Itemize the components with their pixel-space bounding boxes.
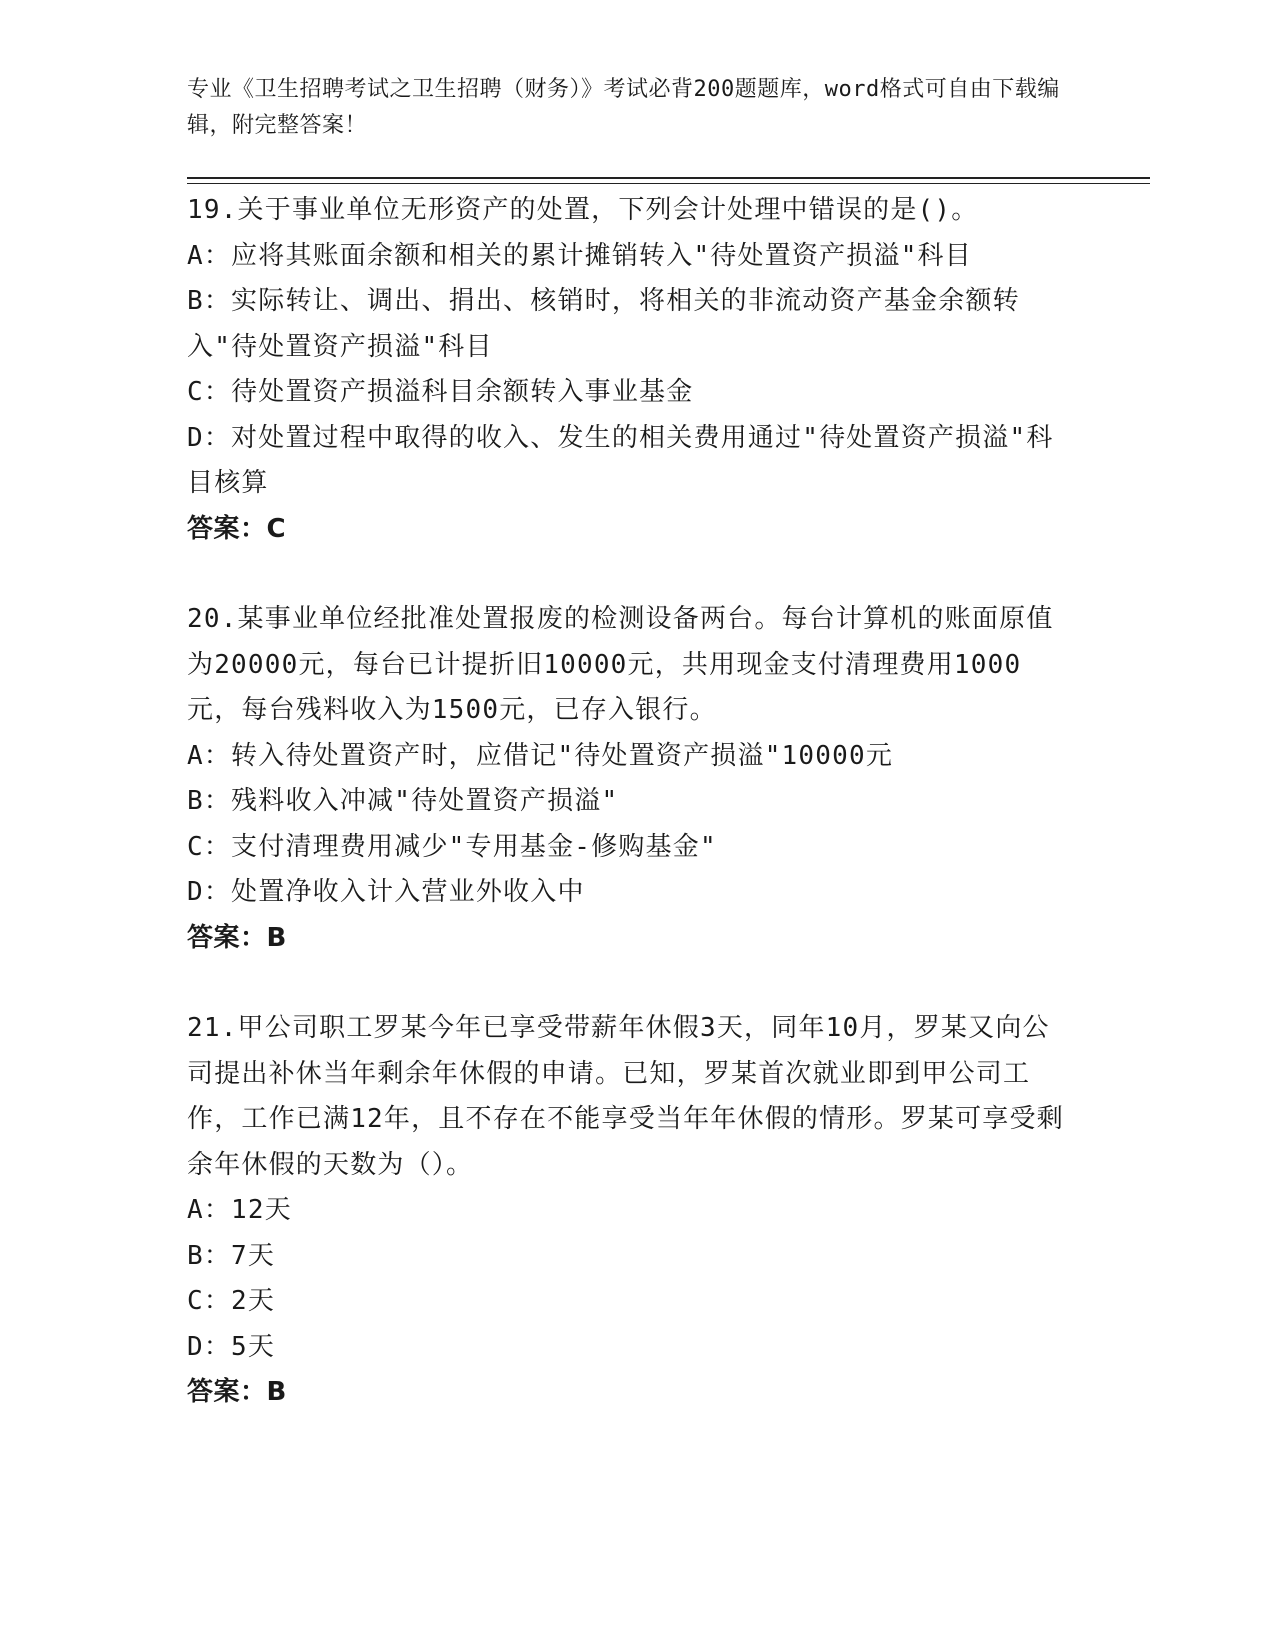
option-a: A：转入待处置资产时，应借记"待处置资产损溢"10000元 <box>187 740 894 771</box>
header-divider-thin <box>187 183 1150 184</box>
option-a: A：12天 <box>187 1195 292 1225</box>
option-b: B：残料收入冲减"待处置资产损溢" <box>187 786 619 816</box>
option-c: C：2天 <box>187 1286 276 1316</box>
option-d: D：处置净收入计入营业外收入中 <box>187 877 585 907</box>
option-d: D：5天 <box>187 1331 276 1362</box>
question-stem: 21.甲公司职工罗某今年已享受带薪年休假3天，同年10月，罗某又向公司提出补休当年剩余年休假的申请。已知，罗某首次就业即到甲公司工作，工作已满12年，且不存在不能享受当年年休假的情形。罗某可享受剩余年休假的天数为（）。 <box>187 1013 1064 1180</box>
header-divider-thick <box>187 177 1150 179</box>
option-b: B：实际转让、调出、捐出、核销时，将相关的非流动资产基金余额转入"待处置资产损溢"科目 <box>187 286 1020 362</box>
question-stem: 19.关于事业单位无形资产的处置，下列会计处理中错误的是()。 <box>187 195 979 225</box>
question-21 <box>187 1006 1067 1416</box>
question-list <box>187 188 1067 1416</box>
question-stem: 20.某事业单位经批准处置报废的检测设备两台。每台计算机的账面原值为20000元，每台已计提折旧10000元，共用现金支付清理费用1000元，每台残料收入为1500元，已存入银行。 <box>187 604 1054 725</box>
document-header: 专业《卫生招聘考试之卫生招聘（财务）》考试必背200题题库，word格式可自由下载编辑，附完整答案！ <box>187 77 1060 138</box>
option-c: C：支付清理费用减少"专用基金-修购基金" <box>187 831 717 862</box>
option-d: D：对处置过程中取得的收入、发生的相关费用通过"待处置资产损溢"科目核算 <box>187 422 1054 498</box>
option-b: B：7天 <box>187 1240 276 1271</box>
option-c: C：待处置资产损溢科目余额转入事业基金 <box>187 377 694 407</box>
option-a: A：应将其账面余额和相关的累计摊销转入"待处置资产损溢"科目 <box>187 240 972 271</box>
answer-label: 答案：B <box>187 922 287 953</box>
question-20 <box>187 597 1067 961</box>
answer-label: 答案：B <box>187 1377 287 1407</box>
answer-label: 答案：C <box>187 513 287 544</box>
question-19 <box>187 188 1067 552</box>
